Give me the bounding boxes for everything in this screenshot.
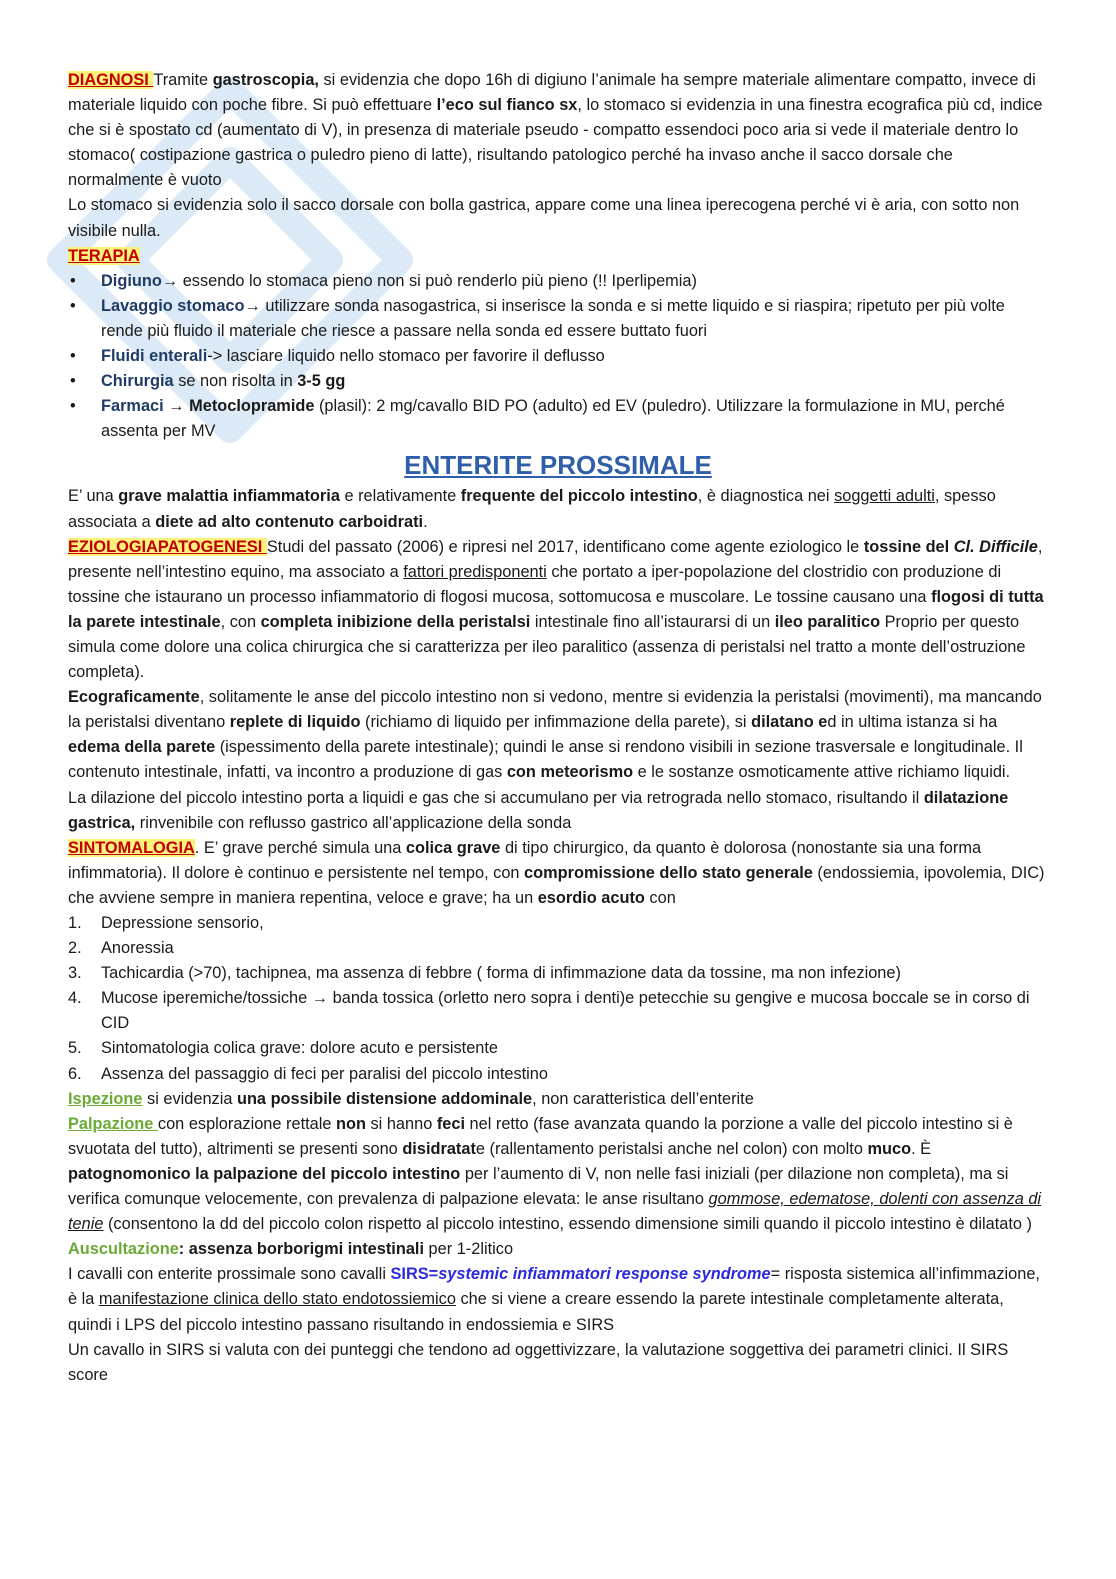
list-item: 5. Sintomatologia colica grave: dolore acuto e persistente: [68, 1039, 499, 1058]
list-item: 3. Tachicardia (>70), tachipnea, ma assenza di febbre ( forma di infimmazione data da tossine, ma non infezione): [68, 964, 901, 983]
document-page: [68, 68, 1048, 1388]
diagnosi-paragraph-2: Lo stomaco si evidenzia solo il sacco dorsale con bolla gastrica, appare come una linea iperecogena perché vi è aria, con sotto non visibile nulla.: [68, 196, 1020, 240]
ispezione-paragraph: Ispezione si evidenzia una possibile distensione addominale, non caratteristica dell’enterite: [68, 1089, 754, 1108]
list-item: • Fluidi enterali-> lasciare liquido nello stomaco per favorire il deflusso: [68, 344, 1048, 369]
diagnosi-paragraph: DIAGNOSI Tramite gastroscopia, si evidenzia che dopo 16h di digiuno l’animale ha sempre materiale alimentare compatto, invece di materiale liquido con poche fibre. Si può effettuare l’eco sul fianco sx, lo stomaco si evidenzia in una finestra ecografica più cd, indice che si è spostato cd (aumentato di V), in presenza di materiale pseudo - compatto essendoci poco aria si vede il materiale dentro lo stomaco( costipazione gastrica o puledro pieno di latte), risultando patologico perché ha invaso anche il sacco dorsale che normalmente è vuoto: [68, 71, 1043, 190]
sirs-score-paragraph: Un cavallo in SIRS si valuta con dei punteggi che tendono ad oggettivizzare, la valutazione soggettiva dei parametri clinici. Il SIRS score: [68, 1340, 1009, 1384]
sintomi-list: [68, 911, 1048, 1087]
auscultazione-paragraph: Auscultazione: assenza borborigmi intestinali per 1-2litico: [68, 1240, 514, 1259]
sintomalogia-paragraph: SINTOMALOGIA. E’ grave perché simula una colica grave di tipo chirurgico, da quanto è dolorosa (nonostante sia una forma infimmatoria). Il dolore è continuo e persistente nel tempo, con compromissione dello stato generale (endossiemia, ipovolemia, DIC) che avviene sempre in maniera repentina, veloce e grave; ha un esordio acuto con: [68, 838, 1045, 907]
terapia-list: [68, 269, 1048, 445]
arrow-icon: →: [244, 296, 261, 315]
arrow-icon: →: [311, 989, 329, 1008]
auscultazione-label: Auscultazione: [68, 1240, 179, 1259]
list-item: 6. Assenza del passaggio di feci per paralisi del piccolo intestino: [68, 1064, 548, 1083]
intro-paragraph: E’ una grave malattia infiammatoria e relativamente frequente del piccolo intestino, è diagnostica nei soggetti adulti, spesso associata a diete ad alto contenuto carboidrati.: [68, 487, 996, 531]
ecografia-paragraph: Ecograficamente, solitamente le anse del piccolo intestino non si vedono, mentre si evidenzia la peristalsi (movimenti), ma mancando la peristalsi diventano replete di liquido (richiamo di liquido per infimmazione della parete), si dilatano ed in ultima istanza si ha edema della parete (ispessimento della parete intestinale); quindi le anse si rendono visibili in sezione trasversale e longitudinale. Il contenuto intestinale, infatti, va incontro a produzione di gas con meteorismo e le sostanze osmoticamente attive richiamo liquidi.: [68, 688, 1042, 782]
terapia-heading: [68, 244, 1048, 269]
list-item: 2. Anoressia: [68, 939, 174, 958]
ispezione-label: Ispezione: [68, 1089, 143, 1108]
diagnosi-label: DIAGNOSI: [68, 71, 154, 89]
list-item: 4. Mucose iperemiche/tossiche → banda tossica (orletto nero sopra i denti)e petecchie su gengive e mucosa boccale se in corso di CID: [68, 989, 1030, 1033]
dilazione-paragraph: La dilazione del piccolo intestino porta a liquidi e gas che si accumulano per via retrograda nello stomaco, risultando il dilatazione gastrica, rinvenibile con reflusso gastrico all’applicazione della sonda: [68, 788, 1009, 832]
terapia-label: TERAPIA: [68, 246, 140, 265]
list-item: • Farmaci → Metoclopramide (plasil): 2 mg/cavallo BID PO (adulto) ed EV (puledro). Utilizzare la formulazione in MU, perché assenta per MV: [68, 394, 1048, 444]
arrow-icon: →: [161, 271, 179, 290]
eziologia-label: EZIOLOGIAPATOGENESI: [68, 537, 267, 556]
palpazione-label: Palpazione: [68, 1114, 158, 1133]
section-title: ENTERITE PROSSIMALE: [404, 450, 712, 481]
list-item: 1. Depressione sensorio,: [68, 914, 264, 932]
list-item: • Lavaggio stomaco→ utilizzare sonda nasogastrica, si inserisce la sonda e si mette liquido e si riaspira; ripetuto per più volte rende più fluido il materiale che riesce a passare nella sonda ed essere buttato fuori: [68, 294, 1048, 344]
eziologia-paragraph: EZIOLOGIAPATOGENESI Studi del passato (2006) e ripresi nel 2017, identificano come agente eziologico le tossine del Cl. Difficile, presente nell’intestino equino, ma associato a fattori predisponenti che portato a iper-popolazione del clostridio con produzione di tossine che istaurano un processo infiammatorio di flogosi mucosa, sottomucosa e muscolare. Le tossine causano una flogosi di tutta la parete intestinale, con completa inibizione della peristalsi intestinale fino all’istaurarsi di un ileo paralitico Proprio per questo simula come dolore una colica chirurgica che si caratterizza per ileo paralitico (assenza di peristalsi nel tratto a monte dell’ostruzione completa).: [68, 537, 1044, 682]
list-item: • Digiuno→ essendo lo stomaca pieno non si può renderlo più pieno (!! Iperlipemia): [68, 269, 1048, 294]
sintomalogia-label: SINTOMALOGIA: [68, 838, 195, 857]
sirs-paragraph: I cavalli con enterite prossimale sono cavalli SIRS=systemic infiammatori response syndrome= risposta sistemica all’infimmazione, è la manifestazione clinica dello stato endotossiemico che si viene a creare essendo la parete intestinale completamente alterata, quindi i LPS del piccolo intestino passano risultando in endossiemia e SIRS: [68, 1265, 1040, 1334]
list-item: • Chirurgia se non risolta in 3-5 gg: [68, 369, 1048, 394]
arrow-icon: →: [168, 397, 185, 416]
palpazione-paragraph: Palpazione con esplorazione rettale non si hanno feci nel retto (fase avanzata quando la porzione a valle del piccolo intestino si è svuotata del tutto), altrimenti se presenti sono disidratate (rallentamento peristalsi anche nel colon) con molto muco. È patognomonico la palpazione del piccolo intestino per l’aumento di V, non nelle fasi iniziali (per dilazione non completa), ma si verifica comunque velocemente, con prevalenza di palpazione elevata: le anse risultano gommose, edematose, dolenti con assenza di tenie (consentono la dd del piccolo colon rispetto al piccolo intestino, essendo dimensione simili quando il piccolo intestino è dilatato ): [68, 1114, 1042, 1234]
